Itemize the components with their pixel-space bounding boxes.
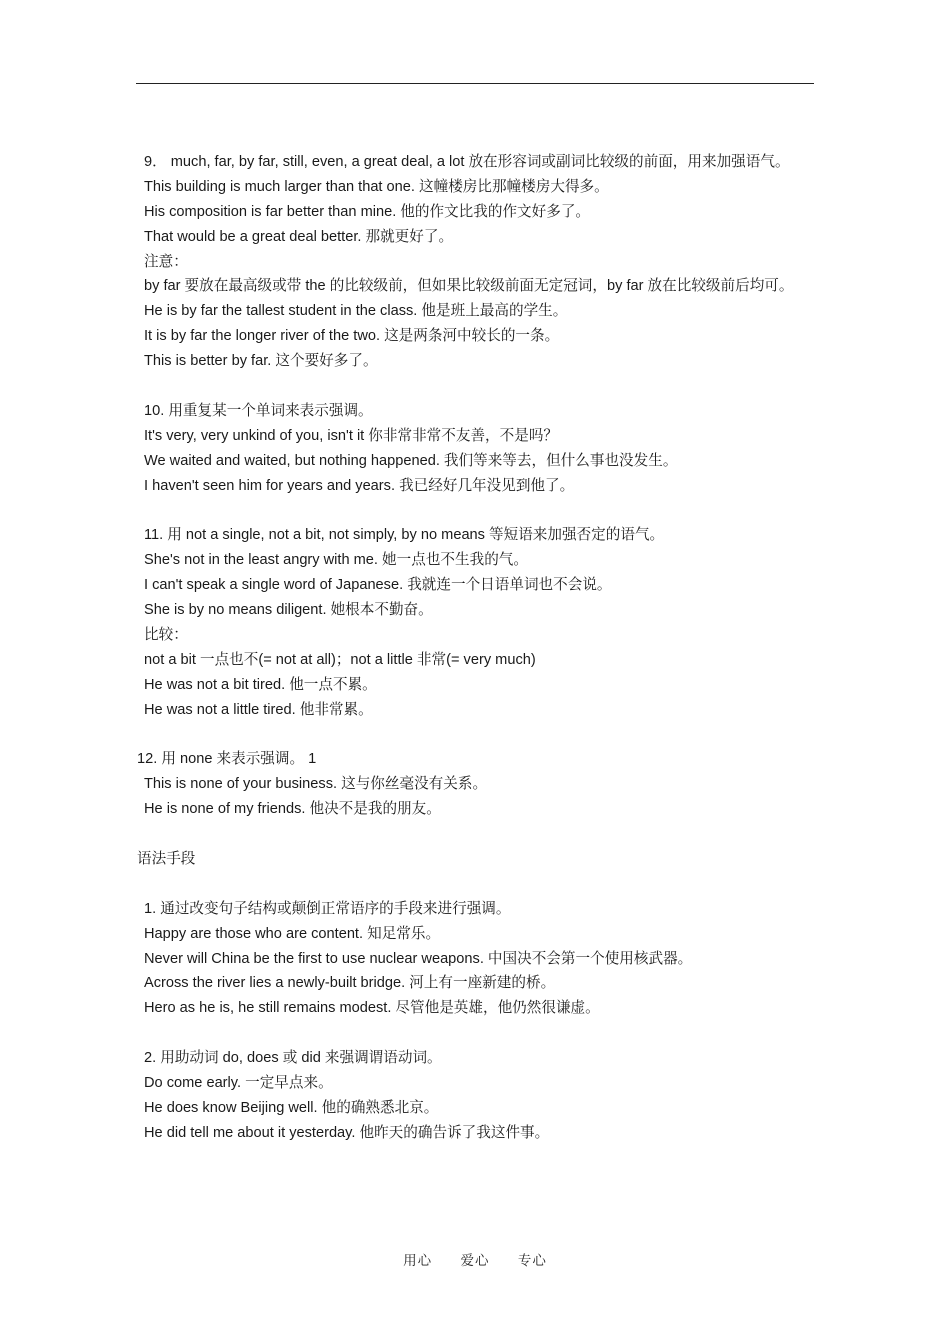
text-line: He did tell me about it yesterday. 他昨天的确告诉了我这件事。: [144, 1124, 550, 1141]
text-line: not a bit 一点也不(= not at all)；not a little 非常(= very much): [144, 651, 536, 668]
text-line: He was not a bit tired. 他一点不累。: [144, 676, 377, 693]
text-line: Hero as he is, he still remains modest. 尽管他是英雄，他仍然很谦虚。: [144, 1000, 600, 1017]
text-line: by far 要放在最高级或带 the 的比较级前，但如果比较级前面无定冠词，by far 放在比较级前后均可。: [144, 278, 794, 295]
text-line: His composition is far better than mine. 他的作文比我的作文好多了。: [144, 203, 591, 220]
text-line: That would be a great deal better. 那就更好了。: [144, 228, 454, 245]
text-line: It is by far the longer river of the two. 这是两条河中较长的一条。: [144, 328, 560, 345]
text-line: He is by far the tallest student in the class. 他是班上最高的学生。: [144, 303, 568, 320]
text-line: He does know Beijing well. 他的确熟悉北京。: [144, 1099, 439, 1116]
text-line: Never will China be the first to use nuclear weapons. 中国决不会第一个使用核武器。: [144, 950, 693, 967]
footer-word-1: 用心: [403, 1253, 433, 1268]
text-line: It's very, very unkind of you, isn't it 你非常非常不友善，不是吗？: [144, 427, 559, 444]
header-rule: [136, 83, 814, 84]
text-line: She is by no means diligent. 她根本不勤奋。: [144, 602, 433, 619]
text-line: Happy are those who are content. 知足常乐。: [144, 925, 441, 942]
page-footer: [0, 1249, 950, 1269]
blank-line: [137, 822, 817, 847]
blank-line: [137, 499, 817, 524]
text-line: Across the river lies a newly-built bridge. 河上有一座新建的桥。: [144, 975, 556, 992]
text-line: He is none of my friends. 他决不是我的朋友。: [144, 801, 441, 818]
text-line: 11. 用 not a single, not a bit, not simply, by no means 等短语来加强否定的语气。: [144, 527, 665, 544]
text-line: 比较：: [144, 626, 188, 643]
text-line: 2. 用助动词 do, does 或 did 来强调谓语动词。: [144, 1050, 442, 1067]
text-line: She's not in the least angry with me. 她一点也不生我的气。: [144, 552, 528, 569]
text-line: 9． much, far, by far, still, even, a great deal, a lot 放在形容词或副词比较级的前面，用来加强语气。: [144, 154, 790, 170]
footer-word-2: 爱心: [460, 1253, 490, 1268]
blank-line: [137, 374, 817, 399]
text-line: We waited and waited, but nothing happened. 我们等来等去，但什么事也没发生。: [144, 452, 678, 469]
footer-word-3: 专心: [517, 1253, 547, 1268]
text-line: Do come early. 一定早点来。: [144, 1074, 333, 1091]
blank-line: [137, 723, 817, 748]
text-line: I haven't seen him for years and years. 我已经好几年没见到他了。: [144, 477, 575, 494]
text-line: 语法手段: [137, 850, 196, 867]
text-line: He was not a little tired. 他非常累。: [144, 701, 373, 718]
blank-line: [137, 872, 817, 897]
text-line: 注意：: [144, 253, 188, 270]
text-line: This is none of your business. 这与你丝毫没有关系。: [144, 776, 488, 793]
blank-line: [137, 1021, 817, 1046]
text-line: This is better by far. 这个要好多了。: [144, 353, 378, 370]
text-line: 10. 用重复某一个单词来表示强调。: [144, 402, 373, 419]
text-line: This building is much larger than that one. 这幢楼房比那幢楼房大得多。: [144, 178, 609, 195]
text-line: I can't speak a single word of Japanese. 我就连一个日语单词也不会说。: [144, 577, 612, 594]
document-body: [137, 150, 817, 1146]
text-line: 12. 用 none 来表示强调。 1: [137, 751, 317, 768]
text-line: 1. 通过改变句子结构或颠倒正常语序的手段来进行强调。: [144, 900, 511, 917]
